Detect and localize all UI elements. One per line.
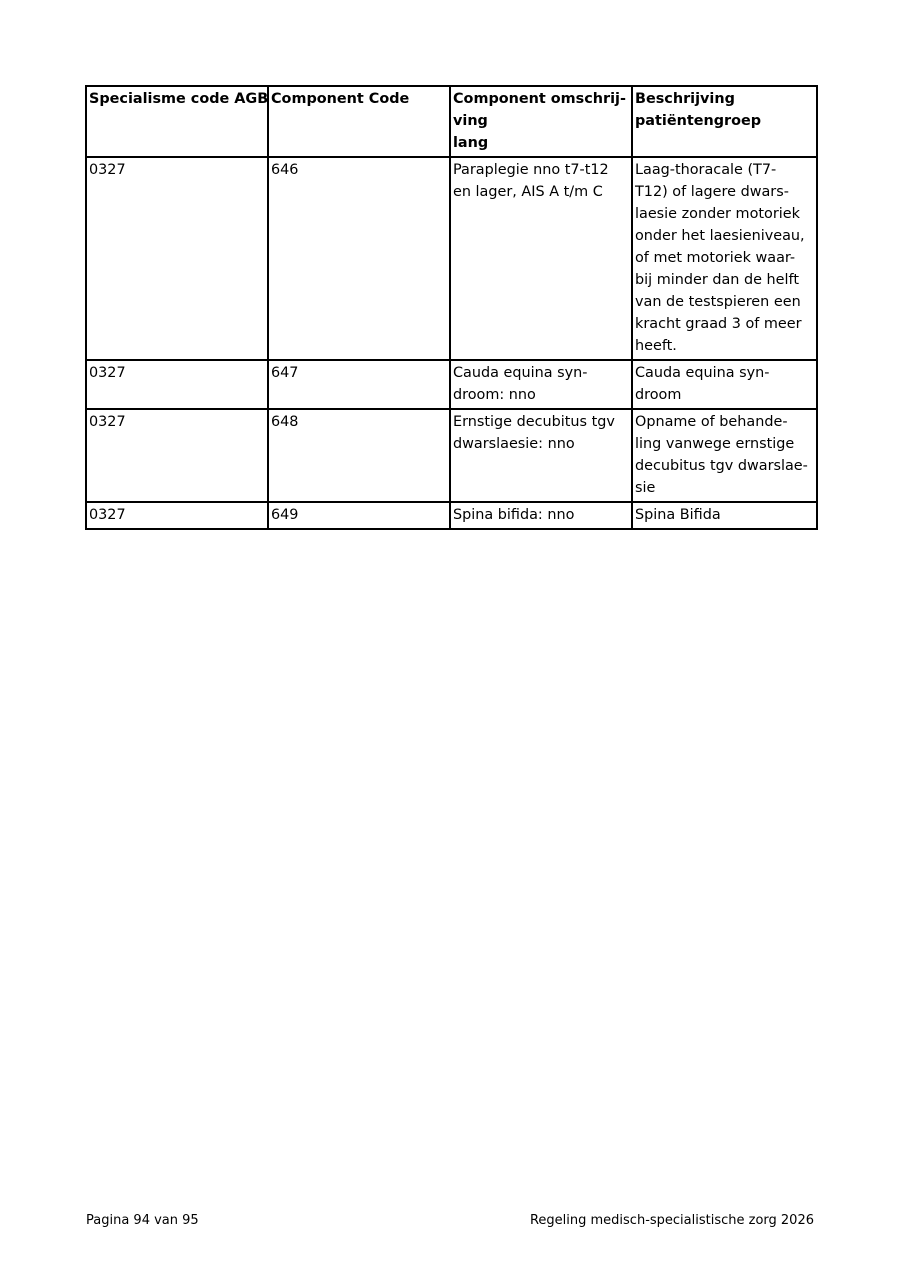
header-line: ving: [453, 113, 488, 129]
footer-page-number: Pagina 94 van 95: [86, 1213, 199, 1228]
header-line: Component Code: [271, 91, 410, 107]
header-line: Beschrijving: [635, 91, 735, 107]
cell-line: droom: nno: [453, 387, 536, 403]
cell-line: laesie zonder motoriek: [635, 206, 800, 222]
cell-line: 0327: [89, 414, 126, 430]
cell-component-omschrijving: [450, 157, 632, 360]
cell-specialisme-code: [86, 409, 268, 502]
cell-line: Cauda equina syn-: [453, 365, 588, 381]
cell-specialisme-code: [86, 502, 268, 529]
cell-line: onder het laesieniveau,: [635, 228, 805, 244]
header-specialisme-code: [86, 86, 268, 157]
cell-specialisme-code: [86, 157, 268, 360]
cell-component-omschrijving: [450, 409, 632, 502]
cell-line: van de testspieren een: [635, 294, 801, 310]
cell-beschrijving: [632, 409, 817, 502]
cell-component-omschrijving: [450, 360, 632, 409]
header-component-code: [268, 86, 450, 157]
cell-line: bij minder dan de helft: [635, 272, 799, 288]
cell-line: ling vanwege ernstige: [635, 436, 795, 452]
cell-line: kracht graad 3 of meer: [635, 316, 802, 332]
cell-line: dwarslaesie: nno: [453, 436, 575, 452]
data-table: [85, 85, 818, 530]
cell-component-code: [268, 157, 450, 360]
cell-line: Opname of behande-: [635, 414, 788, 430]
cell-component-code: [268, 360, 450, 409]
cell-line: 0327: [89, 162, 126, 178]
cell-line: T12) of lagere dwars-: [635, 184, 789, 200]
table-row: [86, 157, 817, 360]
cell-beschrijving: [632, 502, 817, 529]
cell-line: heeft.: [635, 338, 677, 354]
table-header-row: [86, 86, 817, 157]
cell-line: Laag-thoracale (T7-: [635, 162, 777, 178]
cell-line: en lager, AIS A t/m C: [453, 184, 603, 200]
table-row: [86, 502, 817, 529]
cell-line: 0327: [89, 365, 126, 381]
cell-line: 649: [271, 507, 299, 523]
cell-line: 646: [271, 162, 299, 178]
cell-line: of met motoriek waar-: [635, 250, 796, 266]
cell-beschrijving: [632, 360, 817, 409]
cell-line: Spina Bifida: [635, 507, 721, 523]
cell-line: Spina bifida: nno: [453, 507, 575, 523]
cell-line: Cauda equina syn-: [635, 365, 770, 381]
cell-line: droom: [635, 387, 682, 403]
cell-component-omschrijving: [450, 502, 632, 529]
cell-beschrijving: [632, 157, 817, 360]
footer-document-title: Regeling medisch-specialistische zorg 2026: [529, 1213, 814, 1228]
header-line: lang: [453, 135, 489, 151]
cell-specialisme-code: [86, 360, 268, 409]
table-row: [86, 409, 817, 502]
header-line: Specialisme code AGB: [89, 91, 269, 107]
cell-component-code: [268, 409, 450, 502]
cell-line: 0327: [89, 507, 126, 523]
header-line: Component omschrij-: [453, 91, 626, 107]
cell-line: 647: [271, 365, 299, 381]
cell-line: Ernstige decubitus tgv: [453, 414, 615, 430]
cell-line: 648: [271, 414, 299, 430]
header-line: patiëntengroep: [635, 113, 762, 129]
header-beschrijving: [632, 86, 817, 157]
header-component-omschrijving: [450, 86, 632, 157]
cell-line: Paraplegie nno t7-t12: [453, 162, 609, 178]
cell-component-code: [268, 502, 450, 529]
cell-line: decubitus tgv dwarslae-: [635, 458, 808, 474]
cell-line: sie: [635, 480, 656, 496]
table-row: [86, 360, 817, 409]
